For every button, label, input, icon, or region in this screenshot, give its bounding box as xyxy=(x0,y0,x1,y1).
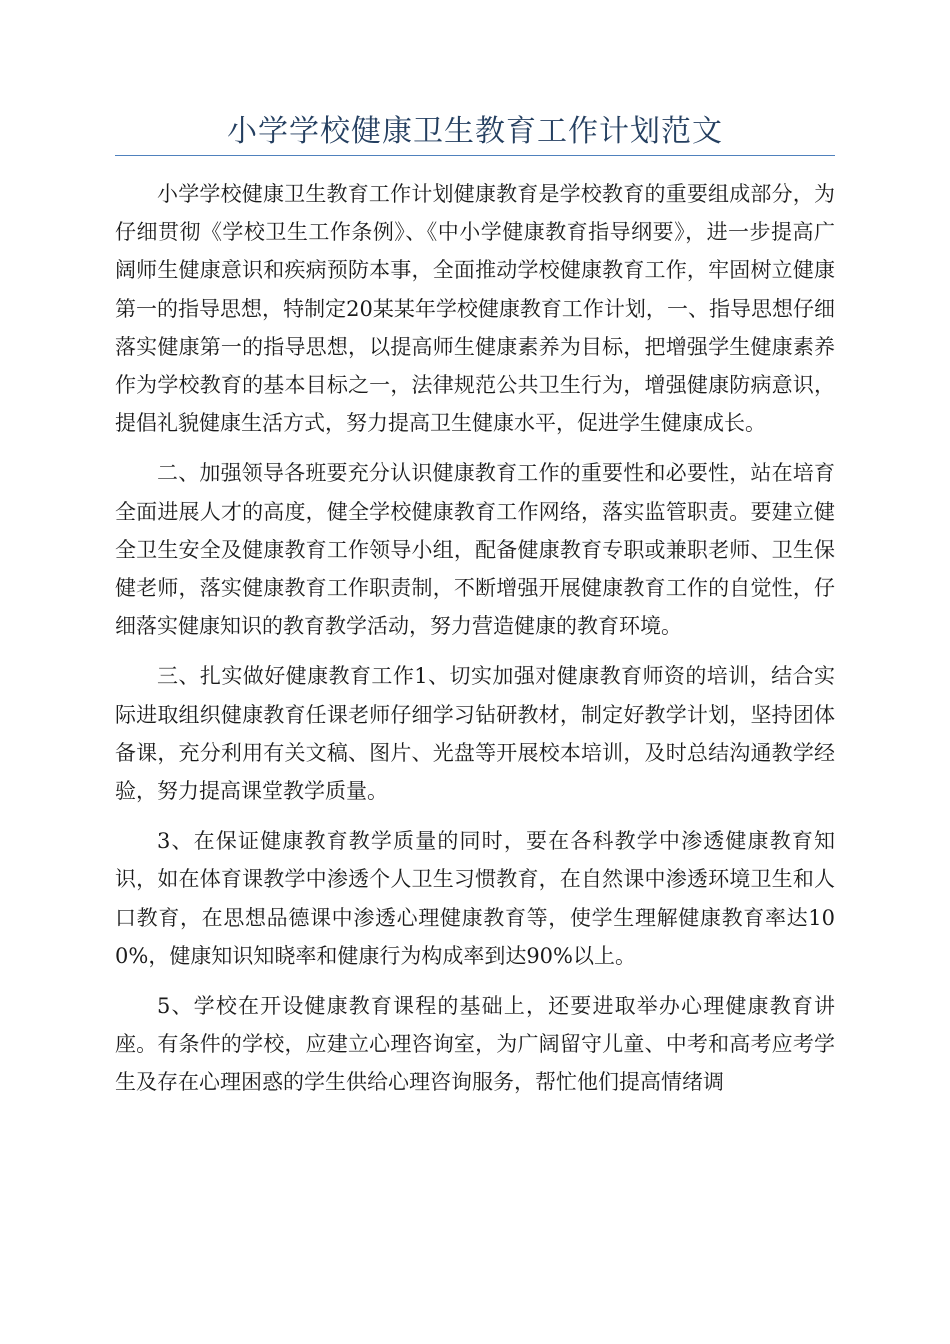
paragraph-implementation: 三、扎实做好健康教育工作1、切实加强对健康教育师资的培训，结合实际进取组织健康教育任课老师仔细学习钻研教材，制定好教学计划，坚持团体备课，充分利用有关文稿、图片、光盘等开展校本培训，及时总结沟通教学经验，努力提高课堂教学质量。 xyxy=(115,664,835,804)
document-title: 小学学校健康卫生教育工作计划范文 xyxy=(227,114,723,149)
paragraph-intro: 小学学校健康卫生教育工作计划健康教育是学校教育的重要组成部分，为仔细贯彻《学校卫生工作条例》、《中小学健康教育指导纲要》，进一步提高广阔师生健康意识和疾病预防本事，全面推动学校健康教育工作，牢固树立健康第一的指导思想，特制定20某某年学校健康教育工作计划，一、指导思想仔细落实健康第一的指导思想，以提高师生健康素养为目标，把增强学生健康素养作为学校教育的基本目标之一，法律规范公共卫生行为，增强健康防病意识，提倡礼貌健康生活方式，努力提高卫生健康水平，促进学生健康成长。 xyxy=(115,182,835,436)
document-body xyxy=(115,175,835,1114)
title-underline xyxy=(115,155,835,156)
paragraph-counseling: 5、学校在开设健康教育课程的基础上，还要进取举办心理健康教育讲座。有条件的学校，应建立心理咨询室，为广阔留守儿童、中考和高考应考学生及存在心理困惑的学生供给心理咨询服务，帮忙他们提高情绪调 xyxy=(115,994,835,1095)
paragraph-integration: 3、在保证健康教育教学质量的同时，要在各科教学中渗透健康教育知识，如在体育课教学中渗透个人卫生习惯教育，在自然课中渗透环境卫生和人口教育，在思想品德课中渗透心理健康教育等，使学生理解健康教育率达100%，健康知识知晓率和健康行为构成率到达90%以上。 xyxy=(115,829,835,968)
paragraph-leadership: 二、加强领导各班要充分认识健康教育工作的重要性和必要性，站在培育全面进展人才的高度，健全学校健康教育工作网络，落实监管职责。要建立健全卫生安全及健康教育工作领导小组，配备健康教育专职或兼职老师、卫生保健老师，落实健康教育工作职责制，不断增强开展健康教育工作的自觉性，仔细落实健康知识的教育教学活动，努力营造健康的教育环境。 xyxy=(115,461,835,639)
